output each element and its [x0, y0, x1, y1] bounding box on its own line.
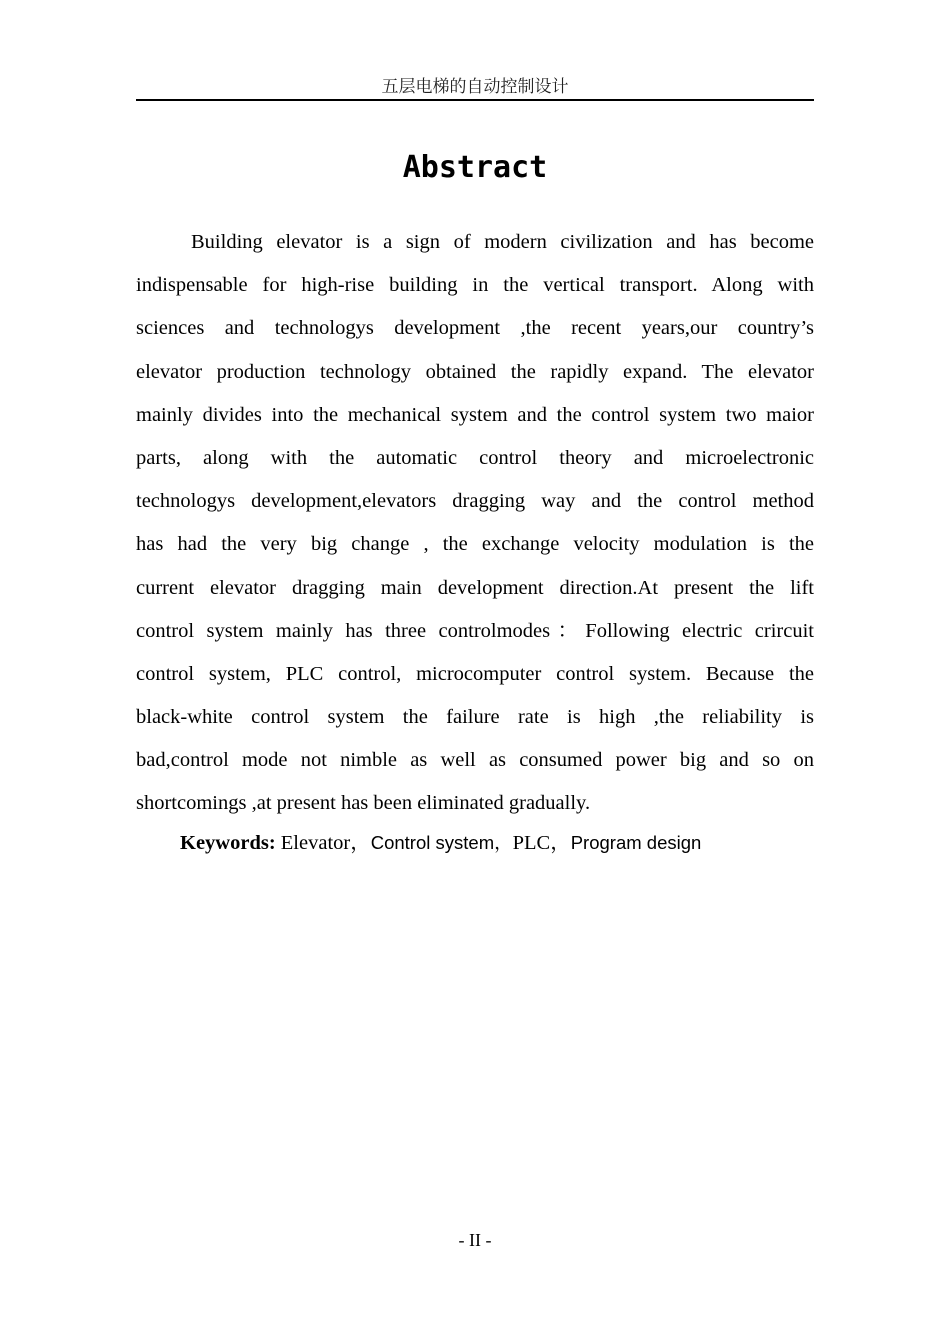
abstract-body [136, 221, 814, 826]
page-number: - II - [458, 1230, 492, 1250]
abstract-line: Building elevator is a sign of modern civilization and has become [191, 231, 814, 253]
keywords-line [180, 829, 701, 857]
abstract-line: elevator production technology obtained the rapidly expand. The elevator [136, 360, 814, 383]
abstract-line: mainly divides into the mechanical system and the control system two maior [136, 403, 814, 426]
keyword-item: PLC， [512, 832, 571, 854]
header-rule [136, 99, 814, 101]
keyword-item: Elevator， [280, 832, 371, 854]
abstract-line: control system mainly has three controlmodes：Following electric crircuit [136, 619, 814, 642]
abstract-line: shortcomings ,at present has been eliminated gradually. [136, 792, 591, 815]
abstract-line: black-white control system the failure rate is high ,the reliability is [136, 706, 814, 729]
running-header: 五层电梯的自动控制设计 [381, 77, 569, 97]
abstract-line: has had the very big change , the exchange velocity modulation is the [136, 533, 814, 556]
abstract-line: parts, along with the automatic control theory and microelectronic [136, 446, 814, 469]
abstract-line: sciences and technologys development ,the recent years,our country’s [136, 317, 814, 340]
keyword-item: Control system， [370, 832, 513, 853]
keyword-item: Program design [570, 832, 702, 853]
abstract-line: current elevator dragging main development direction.At present the lift [136, 576, 814, 599]
abstract-line: bad,control mode not nimble as well as consumed power big and so on [136, 749, 814, 772]
abstract-heading: Abstract [402, 150, 548, 185]
abstract-line: indispensable for high-rise building in the vertical transport. Along with [136, 274, 814, 297]
abstract-line: technologys development,elevators dragging way and the control method [136, 490, 814, 513]
keywords-label: Keywords: [180, 832, 276, 854]
abstract-line: control system, PLC control, microcomputer control system. Because the [136, 662, 814, 685]
